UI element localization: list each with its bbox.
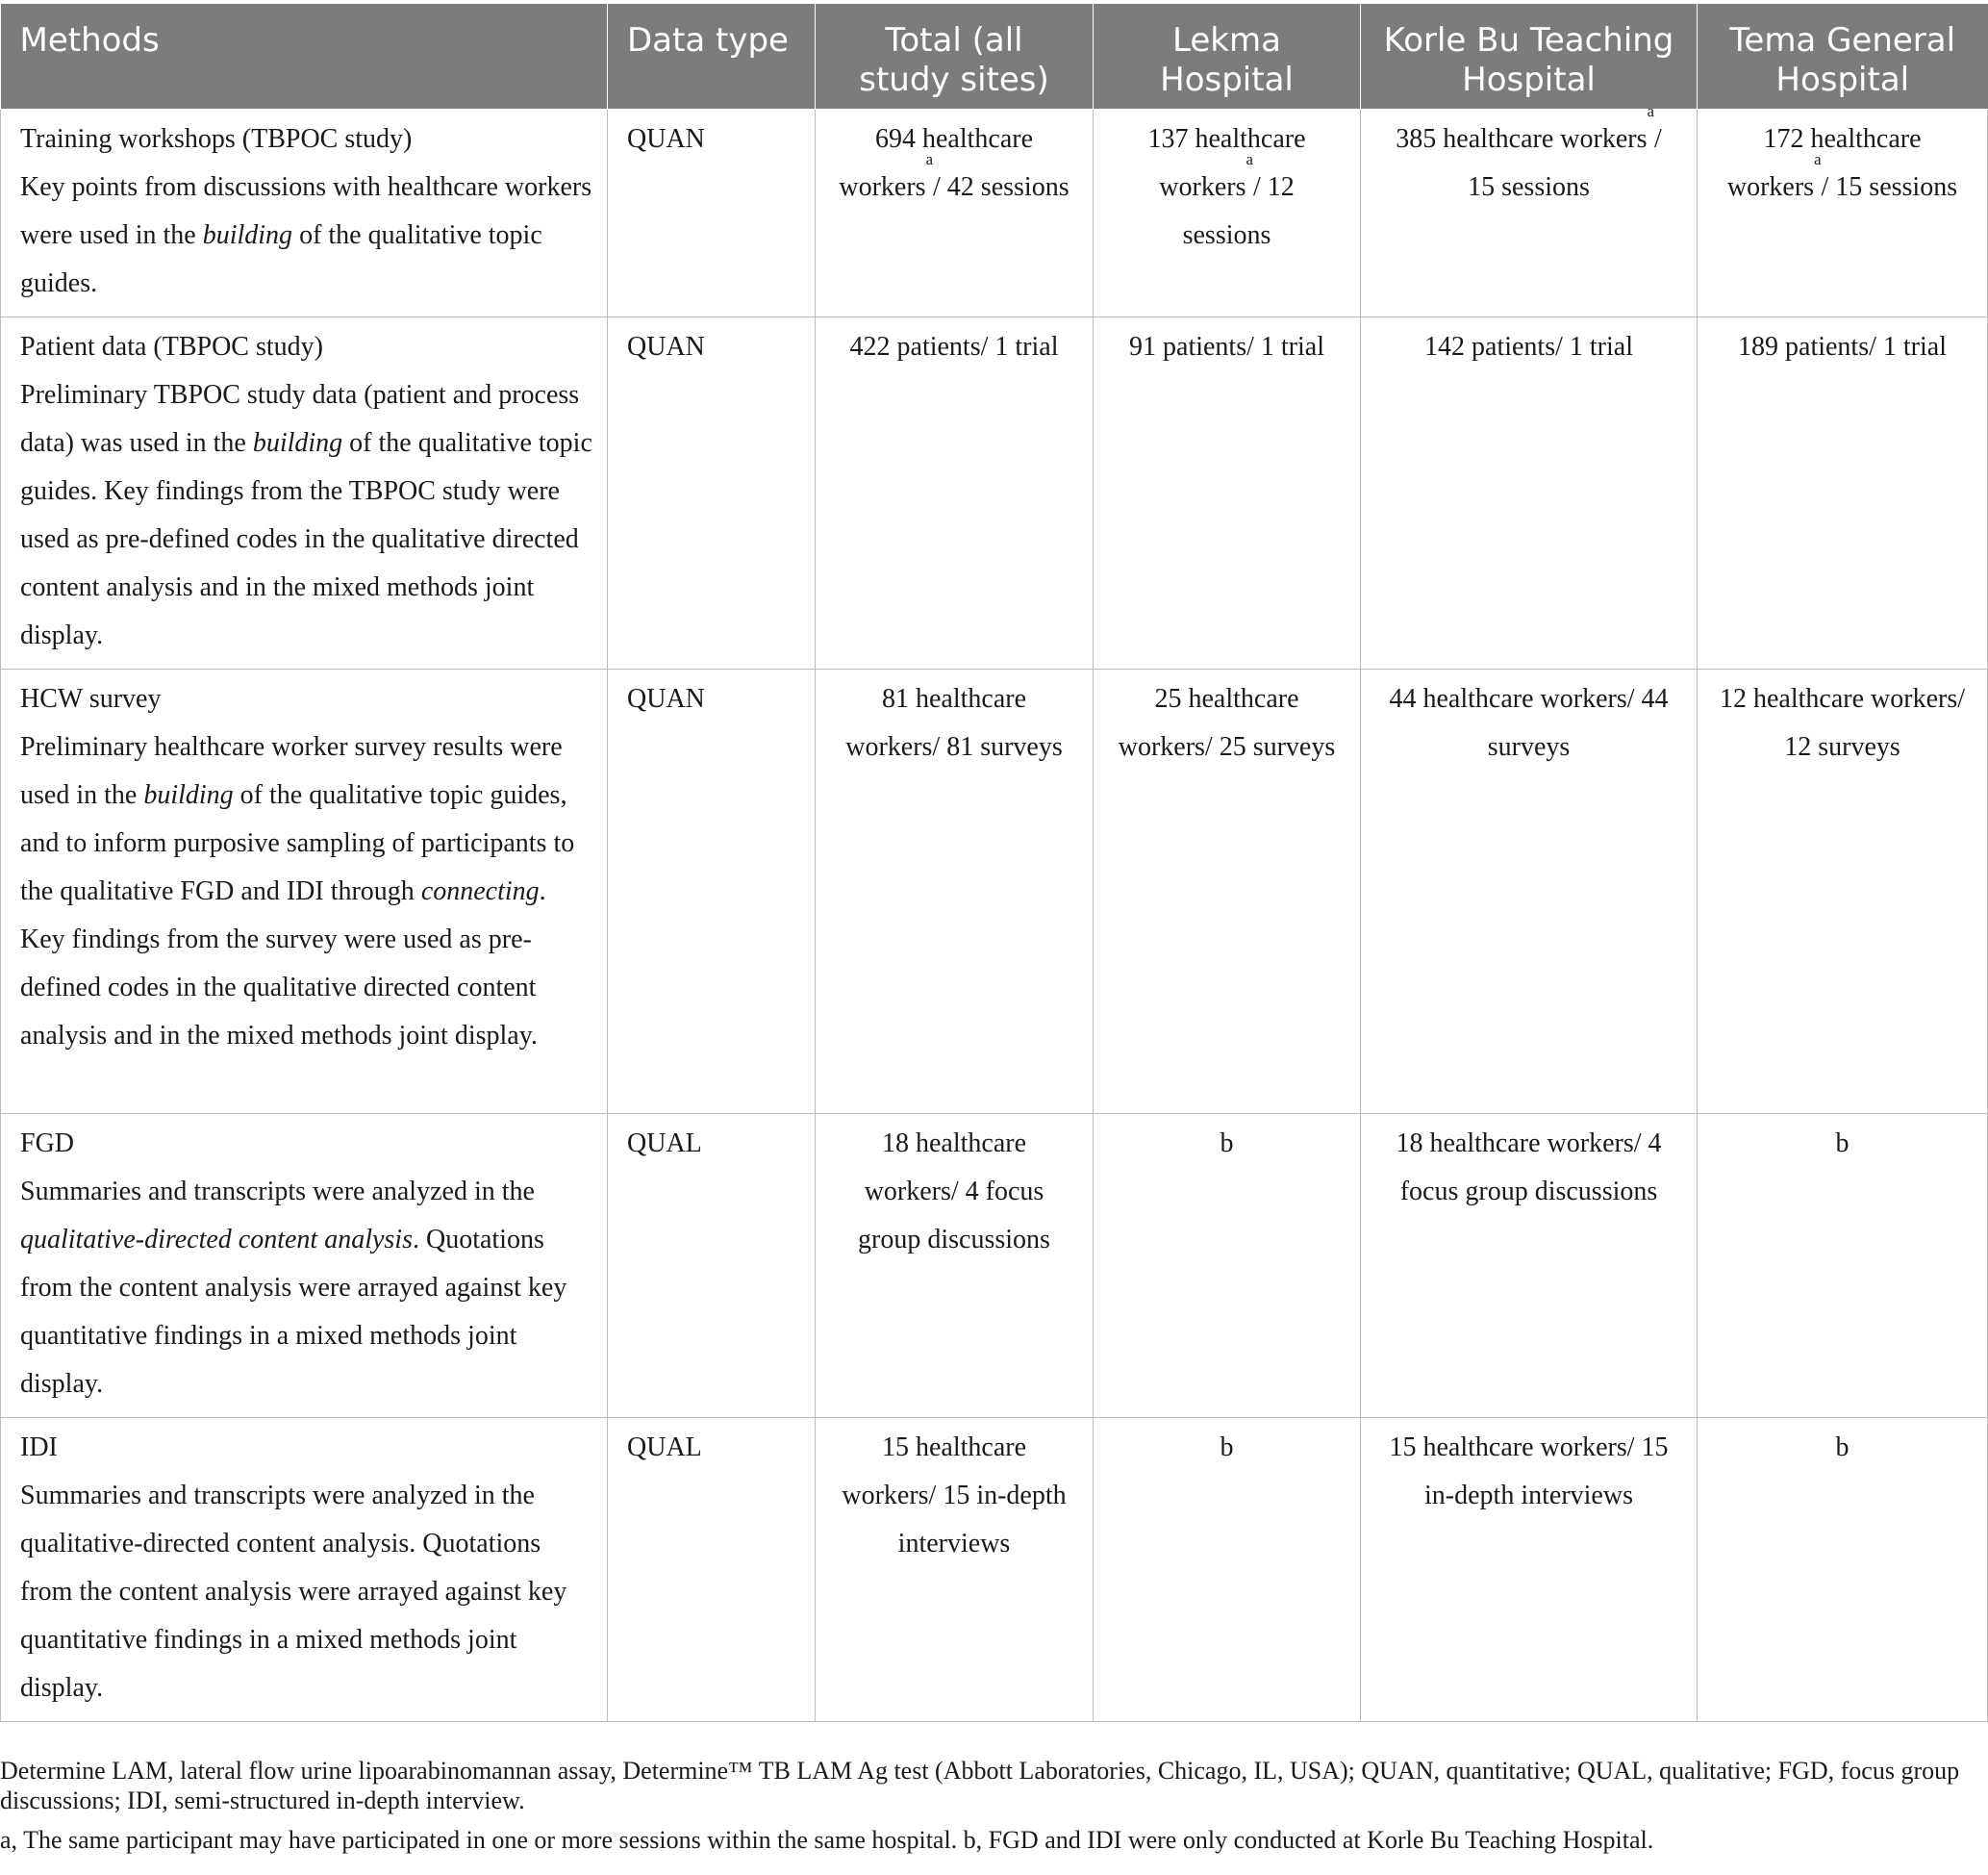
method-title: Patient data (TBPOC study) [20,331,323,362]
table-row [1,109,1988,317]
table-row [1,669,1988,1113]
lekma-cell: 137 healthcare workers$^a$/ 12 sessions [1094,109,1361,317]
tema-cell: b [1698,1113,1988,1417]
korle-bu-cell: 142 patients/ 1 trial [1361,317,1698,669]
lekma-cell: b [1094,1417,1361,1721]
footnote-abbreviations: Determine LAM, lateral flow urine lipoarabinomannan assay, Determine™ TB LAM Ag test (Abbott Laboratories, Chicago, IL, USA); QUAN, quantitative; QUAL, qualitative; FGD, focus group discussions; IDI, semi-structured in-depth interview. [0,1757,1960,1814]
total-cell: 15 healthcare workers/ 15 in-depth interviews [816,1417,1094,1721]
data-type-cell: QUAN [608,317,816,669]
method-description: Preliminary healthcare worker survey results were used in the building of the qualitative topic guides, and to inform purposive sampling of participants to the qualitative FGD and IDI through connecting. Key findings from the survey were used as pre-defined codes in the qualitative directed content analysis and in the mixed methods joint display. [20,731,575,1051]
korle-bu-cell: 44 healthcare workers/ 44 surveys [1361,669,1698,1113]
method-cell [1,1417,608,1721]
method-cell [1,109,608,317]
data-type-cell: QUAN [608,109,816,317]
total-cell: 81 healthcare workers/ 81 surveys [816,669,1094,1113]
tema-cell: b [1698,1417,1988,1721]
header-data-type: Data type [608,4,816,109]
header-korle-bu: Korle Bu Teaching Hospital [1361,4,1698,109]
header-total: Total (all study sites) [816,4,1094,109]
tema-cell: 172 healthcare workers$^a$/ 15 sessions [1698,109,1988,317]
method-description: Summaries and transcripts were analyzed in the qualitative-directed content analysis. Quotations from the content analysis were arrayed against key quantitative findings in a mixed methods joint display. [20,1176,567,1399]
method-title: HCW survey [20,683,162,714]
method-cell [1,317,608,669]
method-description: Key points from discussions with healthcare workers were used in the building of the qualitative topic guides. [20,171,592,298]
data-type-cell: QUAN [608,669,816,1113]
method-title: FGD [20,1128,75,1158]
data-type-cell: QUAL [608,1113,816,1417]
tema-cell: 12 healthcare workers/ 12 surveys [1698,669,1988,1113]
tema-cell: 189 patients/ 1 trial [1698,317,1988,669]
korle-bu-cell: 15 healthcare workers/ 15 in-depth interviews [1361,1417,1698,1721]
lekma-cell: b [1094,1113,1361,1417]
methods-table [0,4,1988,1722]
total-cell: 18 healthcare workers/ 4 focus group discussions [816,1113,1094,1417]
korle-bu-cell: 385 healthcare workers$^a$/ 15 sessions [1361,109,1698,317]
total-cell: 422 patients/ 1 trial [816,317,1094,669]
header-tema: Tema General Hospital [1698,4,1988,109]
footnote-notes: a, The same participant may have participated in one or more sessions within the same hospital. b, FGD and IDI were only conducted at Korle Bu Teaching Hospital. [0,1826,1654,1854]
table-row [1,1113,1988,1417]
method-cell [1,1113,608,1417]
header-lekma: Lekma Hospital [1094,4,1361,109]
korle-bu-cell: 18 healthcare workers/ 4 focus group discussions [1361,1113,1698,1417]
method-title: IDI [20,1432,58,1462]
method-description: Preliminary TBPOC study data (patient and process data) was used in the building of the qualitative topic guides. Key findings from the TBPOC study were used as pre-defined codes in the qualitative directed content analysis and in the mixed methods joint display. [20,379,592,650]
header-methods: Methods [1,4,608,109]
method-description: Summaries and transcripts were analyzed in the qualitative-directed content analysis. Quotations from the content analysis were arrayed against key quantitative findings in a mixed methods joint display. [20,1480,567,1703]
table-footnotes [0,1756,1981,1864]
lekma-cell: 91 patients/ 1 trial [1094,317,1361,669]
table-row [1,1417,1988,1721]
total-cell: 694 healthcare workers$^a$/ 42 sessions [816,109,1094,317]
data-type-cell: QUAL [608,1417,816,1721]
table-header-row [1,4,1988,109]
method-title: Training workshops (TBPOC study) [20,123,413,154]
method-cell [1,669,608,1113]
table-row [1,317,1988,669]
lekma-cell: 25 healthcare workers/ 25 surveys [1094,669,1361,1113]
